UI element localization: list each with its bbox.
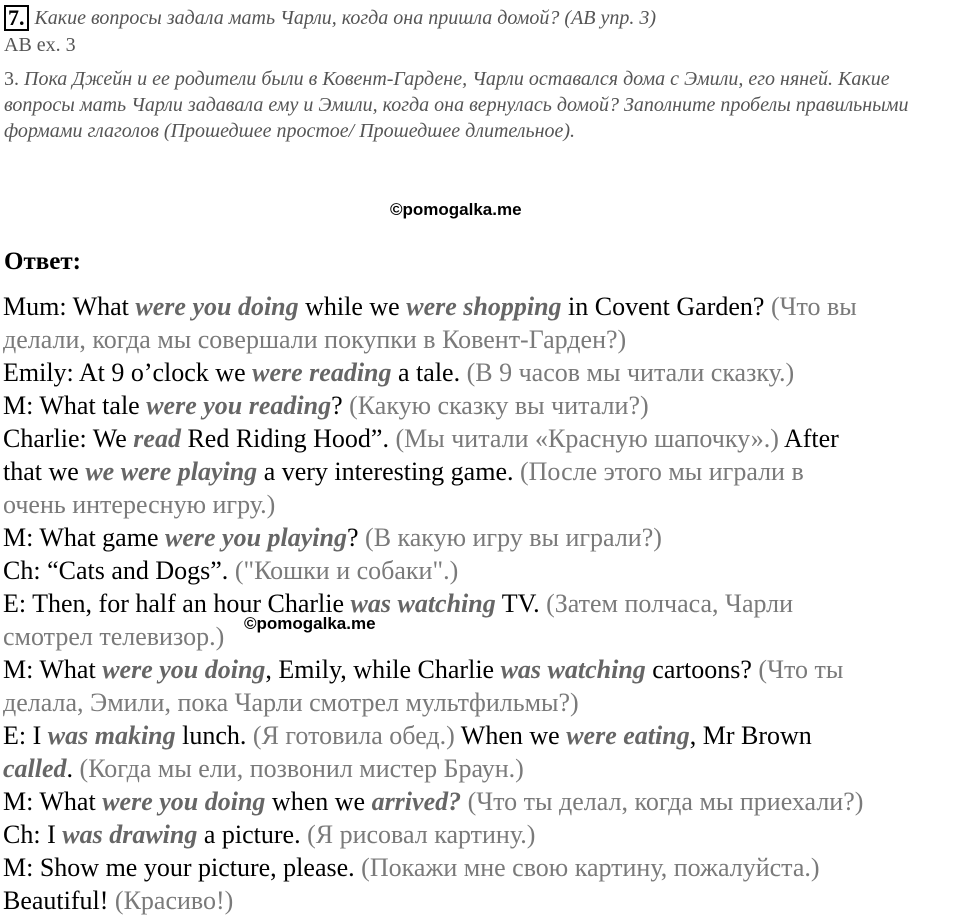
- translation-text: делала, Эмили, пока Чарли смотрел мультфильмы?): [3, 688, 579, 717]
- dialogue-text: After: [778, 424, 839, 453]
- dialogue-text: while we: [298, 292, 407, 321]
- verb-answer: were you playing: [164, 523, 347, 552]
- dialogue-text: Charlie: We: [3, 424, 134, 453]
- dialogue-text: lunch.: [175, 721, 253, 750]
- verb-answer: were eating: [566, 721, 690, 750]
- dialogue-line: [3, 653, 958, 686]
- task-header: [4, 4, 954, 144]
- dialogue-line: [3, 554, 958, 587]
- verb-answer: were you doing: [102, 655, 266, 684]
- dialogue-text: ?: [331, 391, 350, 420]
- translation-text: (Что ты делал, когда мы приехали?): [467, 787, 864, 816]
- dialogue-line: [3, 785, 958, 818]
- dialogue-lines: [3, 290, 958, 917]
- dialogue-line: [3, 851, 958, 884]
- translation-text: (После этого мы играли в: [519, 457, 804, 486]
- dialogue-text: M: What game: [3, 523, 165, 552]
- dialogue-text: M: What tale: [3, 391, 147, 420]
- dialogue-line: [3, 719, 958, 752]
- translation-text: (Когда мы ели, позвонил мистер Браун.): [79, 754, 524, 783]
- translation-text: делали, когда мы совершали покупки в Ковент-Гарден?): [3, 325, 627, 354]
- dialogue-text: M: What: [3, 655, 103, 684]
- translation-text: (Мы читали «Красную шапочку».): [395, 424, 779, 453]
- task-number: 7.: [4, 5, 29, 31]
- dialogue-line: [3, 488, 958, 521]
- translation-text: (Покажи мне свою картину, пожалуйста.): [361, 853, 820, 882]
- dialogue-text: Red Riding Hood”.: [180, 424, 396, 453]
- dialogue-text: cartoons?: [645, 655, 759, 684]
- translation-text: (Что вы: [770, 292, 857, 321]
- dialogue-line: [3, 620, 958, 653]
- translation-text: очень интересную игру.): [3, 490, 276, 519]
- dialogue-text: TV.: [495, 589, 547, 618]
- dialogue-line: [3, 818, 958, 851]
- answer-label: Ответ:: [4, 248, 81, 275]
- dialogue-text: E: I: [3, 721, 48, 750]
- verb-answer: read: [133, 424, 181, 453]
- translation-text: (Красиво!): [114, 886, 234, 915]
- translation-text: (Какую сказку вы читали?): [349, 391, 649, 420]
- verb-answer: was drawing: [62, 820, 198, 849]
- dialogue-text: M: What: [3, 787, 103, 816]
- verb-answer: was watching: [500, 655, 646, 684]
- watermark-middle: ©pomogalka.me: [244, 614, 376, 633]
- translation-text: (Я рисовал картину.): [307, 820, 536, 849]
- dialogue-text: Emily: At 9 o’clock we: [3, 358, 253, 387]
- dialogue-text: when we: [265, 787, 372, 816]
- dialogue-line: [3, 686, 958, 719]
- task-description-text: Пока Джейн и ее родители были в Ковент-Гардене, Чарли оставался дома с Эмили, его няней. Какие вопросы мать Чарли задавала ему и Эмили, когда она вернулась домой? Заполните пробелы правильными формами глаголов (Прошедшее простое/ Прошедшее длительное).: [4, 68, 909, 142]
- verb-answer: were you doing: [135, 292, 299, 321]
- verb-answer: were you doing: [102, 787, 266, 816]
- verb-answer: was watching: [350, 589, 496, 618]
- verb-answer: called: [3, 754, 67, 783]
- dialogue-text: Beautiful!: [3, 886, 115, 915]
- dialogue-line: [3, 356, 958, 389]
- dialogue-text: When we: [454, 721, 567, 750]
- translation-text: (Что ты: [758, 655, 844, 684]
- dialogue-text: that we: [3, 457, 86, 486]
- translation-text: (В 9 часов мы читали сказку.): [466, 358, 795, 387]
- dialogue-line: [3, 389, 958, 422]
- dialogue-line: [3, 455, 958, 488]
- dialogue-text: in Covent Garden?: [561, 292, 771, 321]
- task-description: [4, 66, 959, 144]
- verb-answer: were you reading: [146, 391, 332, 420]
- dialogue-line: [3, 884, 958, 917]
- dialogue-text: ?: [346, 523, 366, 552]
- dialogue-line: [3, 422, 958, 455]
- task-title: Какие вопросы задала мать Чарли, когда она пришла домой? (АВ упр. 3): [34, 7, 657, 29]
- dialogue-line: [3, 323, 958, 356]
- translation-text: (В какую игру вы играли?): [365, 523, 662, 552]
- dialogue-text: M: Show me your picture, please.: [3, 853, 362, 882]
- dialogue-line: [3, 290, 958, 323]
- verb-answer: we were playing: [85, 457, 258, 486]
- verb-answer: was making: [47, 721, 176, 750]
- verb-answer: were shopping: [406, 292, 562, 321]
- dialogue-text: .: [66, 754, 80, 783]
- dialogue: [3, 290, 958, 917]
- verb-answer: arrived?: [371, 787, 462, 816]
- dialogue-text: E: Then, for half an hour Charlie: [3, 589, 351, 618]
- dialogue-text: , Emily, while Charlie: [265, 655, 501, 684]
- translation-text: ("Кошки и собаки".): [234, 556, 459, 585]
- dialogue-line: [3, 587, 958, 620]
- task-subtitle: AB ex. 3: [4, 34, 76, 56]
- dialogue-text: Ch: “Cats and Dogs”.: [3, 556, 235, 585]
- translation-text: (Я готовила обед.): [252, 721, 455, 750]
- dialogue-text: Ch: I: [3, 820, 63, 849]
- watermark-top: ©pomogalka.me: [390, 200, 522, 219]
- dialogue-text: a very interesting game.: [257, 457, 520, 486]
- dialogue-text: a tale.: [391, 358, 467, 387]
- verb-answer: were reading: [252, 358, 392, 387]
- dialogue-text: , Mr Brown: [689, 721, 812, 750]
- dialogue-line: [3, 521, 958, 554]
- task-description-number: 3.: [4, 68, 19, 90]
- translation-text: смотрел телевизор.): [3, 622, 225, 651]
- dialogue-line: [3, 752, 958, 785]
- dialogue-text: Mum: What: [3, 292, 136, 321]
- dialogue-text: a picture.: [197, 820, 308, 849]
- translation-text: (Затем полчаса, Чарли: [546, 589, 794, 618]
- task-title-line: [4, 4, 954, 32]
